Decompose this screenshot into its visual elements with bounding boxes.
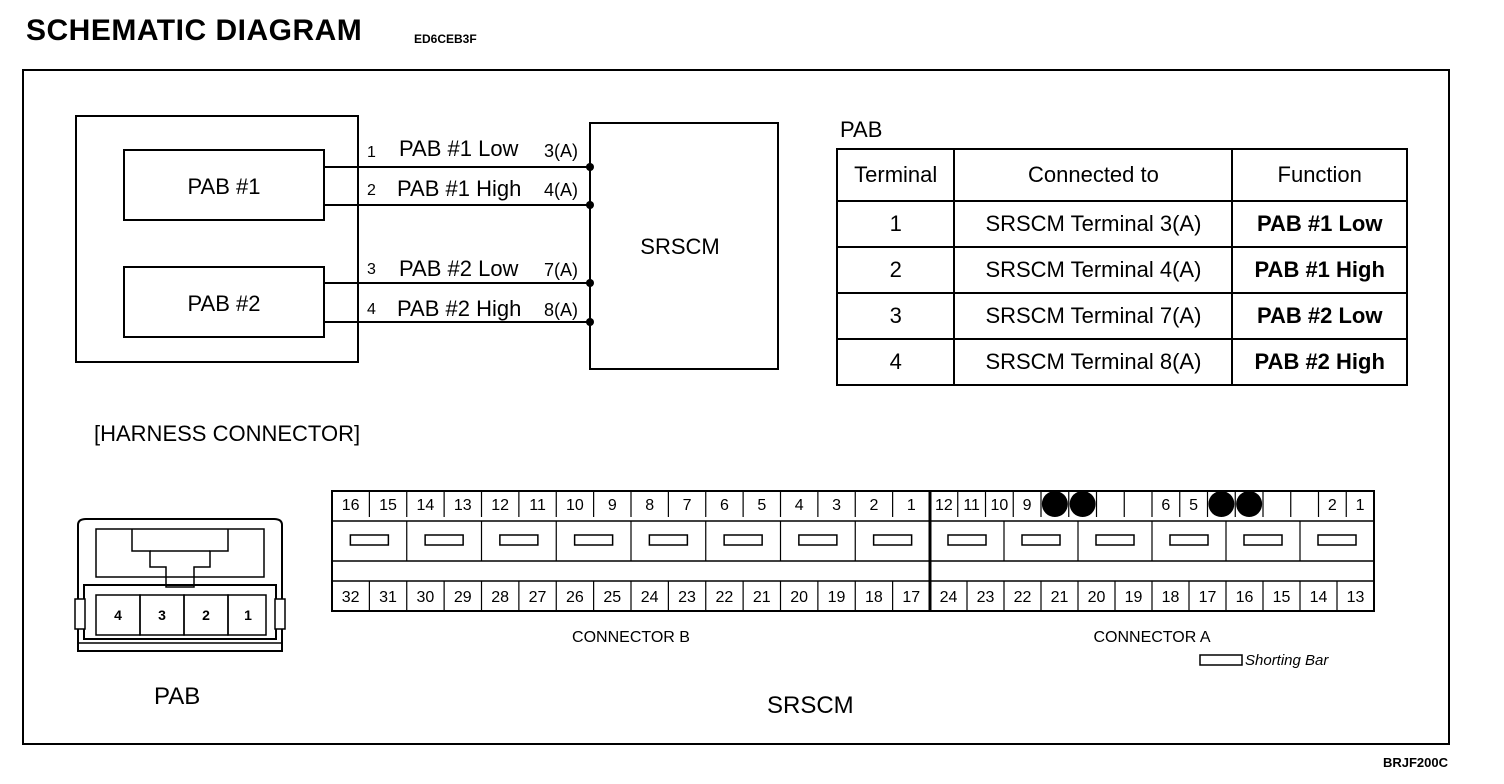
header-connected-to: Connected to <box>954 149 1232 201</box>
pab-table-title: PAB <box>840 117 883 142</box>
cell-function: PAB #2 High <box>1232 339 1407 385</box>
wire-3-num: 3 <box>367 261 376 278</box>
pin-label: 32 <box>341 589 360 606</box>
pin-label: 31 <box>379 589 397 606</box>
pin-label: 2 <box>1327 497 1337 514</box>
pab-right-clip <box>275 599 285 629</box>
cell-function: PAB #2 Low <box>1232 293 1407 339</box>
pin-label: 1 <box>906 497 916 514</box>
header-terminal: Terminal <box>837 149 954 201</box>
pin-label: 18 <box>1161 589 1180 606</box>
pin-label: 25 <box>603 589 622 606</box>
page-title: SCHEMATIC DIAGRAM <box>26 14 363 47</box>
pin-label: 22 <box>715 589 734 606</box>
pin-label: 28 <box>491 589 510 606</box>
wire-1-pin: 3(A) <box>544 141 579 161</box>
shorting-bar-slot <box>724 535 762 545</box>
shorting-bar-slot <box>1244 535 1282 545</box>
pin-label: 12 <box>934 497 953 514</box>
pin-label: 5 <box>1189 497 1199 514</box>
cell-terminal: 1 <box>837 201 954 247</box>
schematic-diagram <box>0 0 820 400</box>
table-row <box>837 339 1407 385</box>
pin-label: 27 <box>528 589 547 606</box>
wire-2-node <box>586 201 594 209</box>
connector-a-label: CONNECTOR A <box>1093 629 1211 646</box>
pin-label: 30 <box>416 589 435 606</box>
pab-latch-tab <box>150 551 210 587</box>
shorting-bar-legend-icon <box>1200 655 1242 665</box>
pin-label: 3 <box>832 497 842 514</box>
pin-label: 23 <box>976 589 995 606</box>
pin-label: 11 <box>963 497 980 514</box>
pin-label: 26 <box>566 589 584 606</box>
pin-label: 21 <box>752 589 771 606</box>
pin-label: 7 <box>682 497 692 514</box>
pab-connector-drawing <box>70 515 300 660</box>
shorting-bar-slot <box>1022 535 1060 545</box>
pin-label: 19 <box>827 589 846 606</box>
table-row <box>837 201 1407 247</box>
pab-pin-label: 3 <box>158 607 166 623</box>
pin-label: 23 <box>678 589 696 606</box>
pin-label: 15 <box>1272 589 1291 606</box>
pab-connector-label: PAB <box>154 683 201 710</box>
pin-label: 18 <box>865 589 883 606</box>
wire-3-name: PAB #2 Low <box>399 256 519 281</box>
header-function: Function <box>1232 149 1407 201</box>
wire-2-num: 2 <box>367 182 376 199</box>
pin-label: 5 <box>757 497 767 514</box>
pin-label: 13 <box>453 497 472 514</box>
cell-connected-to: SRSCM Terminal 4(A) <box>954 247 1232 293</box>
pin-label: 29 <box>453 589 472 606</box>
pin-label: 11 <box>529 497 546 514</box>
pab-housing <box>76 116 358 362</box>
pin-label: 2 <box>869 497 879 514</box>
pin-label: 6 <box>719 497 729 514</box>
pin-label: 9 <box>1022 497 1032 514</box>
blocked-pin-dot <box>1236 491 1262 517</box>
pin-label: 15 <box>379 497 397 514</box>
cell-function: PAB #1 Low <box>1232 201 1407 247</box>
cell-connected-to: SRSCM Terminal 8(A) <box>954 339 1232 385</box>
wire-2-name: PAB #1 High <box>397 176 522 201</box>
pin-label: 20 <box>1087 589 1106 606</box>
pin-label: 14 <box>1309 589 1328 606</box>
blocked-pin-dot <box>1042 491 1068 517</box>
wire-1-num: 1 <box>367 144 376 161</box>
pin-label: 24 <box>640 589 659 606</box>
pab-pin-label: 4 <box>114 607 122 623</box>
pin-label: 13 <box>1346 589 1365 606</box>
table-header-row <box>837 149 1407 201</box>
pin-label: 16 <box>1235 589 1254 606</box>
wire-2-pin: 4(A) <box>544 180 579 200</box>
pin-label: 19 <box>1124 589 1143 606</box>
srscm-label: SRSCM <box>640 234 720 259</box>
pin-label: 22 <box>1013 589 1032 606</box>
table-row <box>837 293 1407 339</box>
srscm-connector-drawing <box>328 485 1388 675</box>
blocked-pin-dot <box>1208 491 1234 517</box>
figure-code: BRJF200C <box>1382 755 1448 770</box>
pab-left-clip <box>75 599 85 629</box>
wire-3-pin: 7(A) <box>544 260 579 280</box>
pin-label: 4 <box>794 497 804 514</box>
pin-label: 14 <box>416 497 435 514</box>
pin-label: 20 <box>790 589 809 606</box>
table-row <box>837 247 1407 293</box>
shorting-bar-slot <box>799 535 837 545</box>
harness-connector-title: [HARNESS CONNECTOR] <box>94 421 361 446</box>
cell-connected-to: SRSCM Terminal 7(A) <box>954 293 1232 339</box>
blocked-pin-dot <box>1070 491 1096 517</box>
cell-function: PAB #1 High <box>1232 247 1407 293</box>
pab1-label: PAB #1 <box>187 174 261 199</box>
shorting-bar-slot <box>1318 535 1356 545</box>
pin-label: 10 <box>566 497 584 514</box>
cell-connected-to: SRSCM Terminal 3(A) <box>954 201 1232 247</box>
cell-terminal: 4 <box>837 339 954 385</box>
cell-terminal: 3 <box>837 293 954 339</box>
wire-3-node <box>586 279 594 287</box>
pin-label: 21 <box>1050 589 1069 606</box>
pin-label: 24 <box>939 589 958 606</box>
wire-4-num: 4 <box>367 301 376 318</box>
shorting-bar-legend-label: Shorting Bar <box>1245 652 1329 669</box>
pin-label: 17 <box>902 589 921 606</box>
wire-4-name: PAB #2 High <box>397 296 522 321</box>
shorting-bar-slot <box>1170 535 1208 545</box>
pab-latch-outline <box>132 529 228 577</box>
shorting-bar-slot <box>575 535 613 545</box>
shorting-bar-slot <box>874 535 912 545</box>
wire-1-node <box>586 163 594 171</box>
pab-pin-label: 1 <box>244 607 252 623</box>
pin-label: 17 <box>1198 589 1217 606</box>
document-code: ED6CEB3F <box>414 32 477 46</box>
pab-pin-label: 2 <box>202 607 210 623</box>
pin-label: 6 <box>1161 497 1171 514</box>
wire-4-node <box>586 318 594 326</box>
connector-b-label: CONNECTOR B <box>572 629 690 646</box>
cell-terminal: 2 <box>837 247 954 293</box>
shorting-bar-slot <box>649 535 687 545</box>
pab2-label: PAB #2 <box>187 291 261 316</box>
shorting-bar-slot <box>425 535 463 545</box>
pin-label: 1 <box>1355 497 1365 514</box>
pin-label: 10 <box>990 497 1009 514</box>
shorting-bar-slot <box>948 535 986 545</box>
wire-1-name: PAB #1 Low <box>399 136 519 161</box>
pab-terminal-table <box>836 148 1408 386</box>
pab-latch-frame <box>96 529 264 577</box>
pin-label: 9 <box>607 497 617 514</box>
wire-4-pin: 8(A) <box>544 300 579 320</box>
shorting-bar-slot <box>1096 535 1134 545</box>
pin-label: 16 <box>341 497 360 514</box>
shorting-bar-slot <box>350 535 388 545</box>
pin-label: 8 <box>645 497 655 514</box>
pin-label: 12 <box>491 497 510 514</box>
shorting-bar-slot <box>500 535 538 545</box>
srscm-connector-label: SRSCM <box>767 692 854 719</box>
